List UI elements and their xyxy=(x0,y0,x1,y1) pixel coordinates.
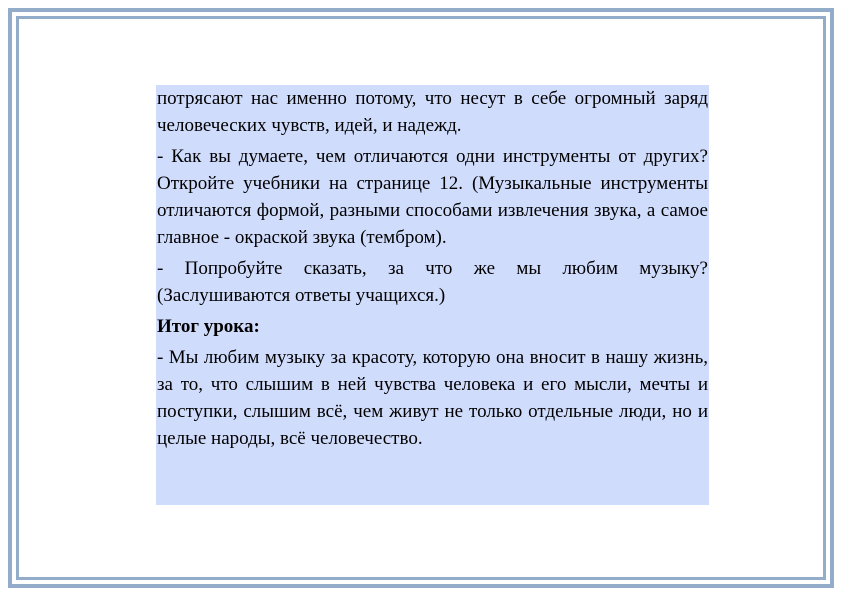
paragraph-conclusion: - Мы любим музыку за красоту, которую она вносит в нашу жизнь, за то, что слышим в ней чувства человека и его мысли, мечты и поступки, слышим всё, чем живут не только отдельные люди, но и целые народы, всё человечество. xyxy=(157,347,708,449)
text-box xyxy=(156,85,709,505)
paragraph-intro: потрясают нас именно потому, что несут в себе огромный заряд человеческих чувств, идей, и надежд. xyxy=(157,88,708,136)
paragraph-question-instruments: - Как вы думаете, чем отличаются одни инструменты от других? Откройте учебники на странице 12. (Музыкальные инструменты отличаются формой, разными способами извлечения звука, а самое главное - окраской звука (тембром). xyxy=(157,146,708,248)
paragraph-question-music: - Попробуйте сказать, за что же мы любим музыку? (Заслушиваются ответы учащихся.) xyxy=(157,258,708,306)
lesson-summary-heading: Итог урока: xyxy=(157,316,260,337)
